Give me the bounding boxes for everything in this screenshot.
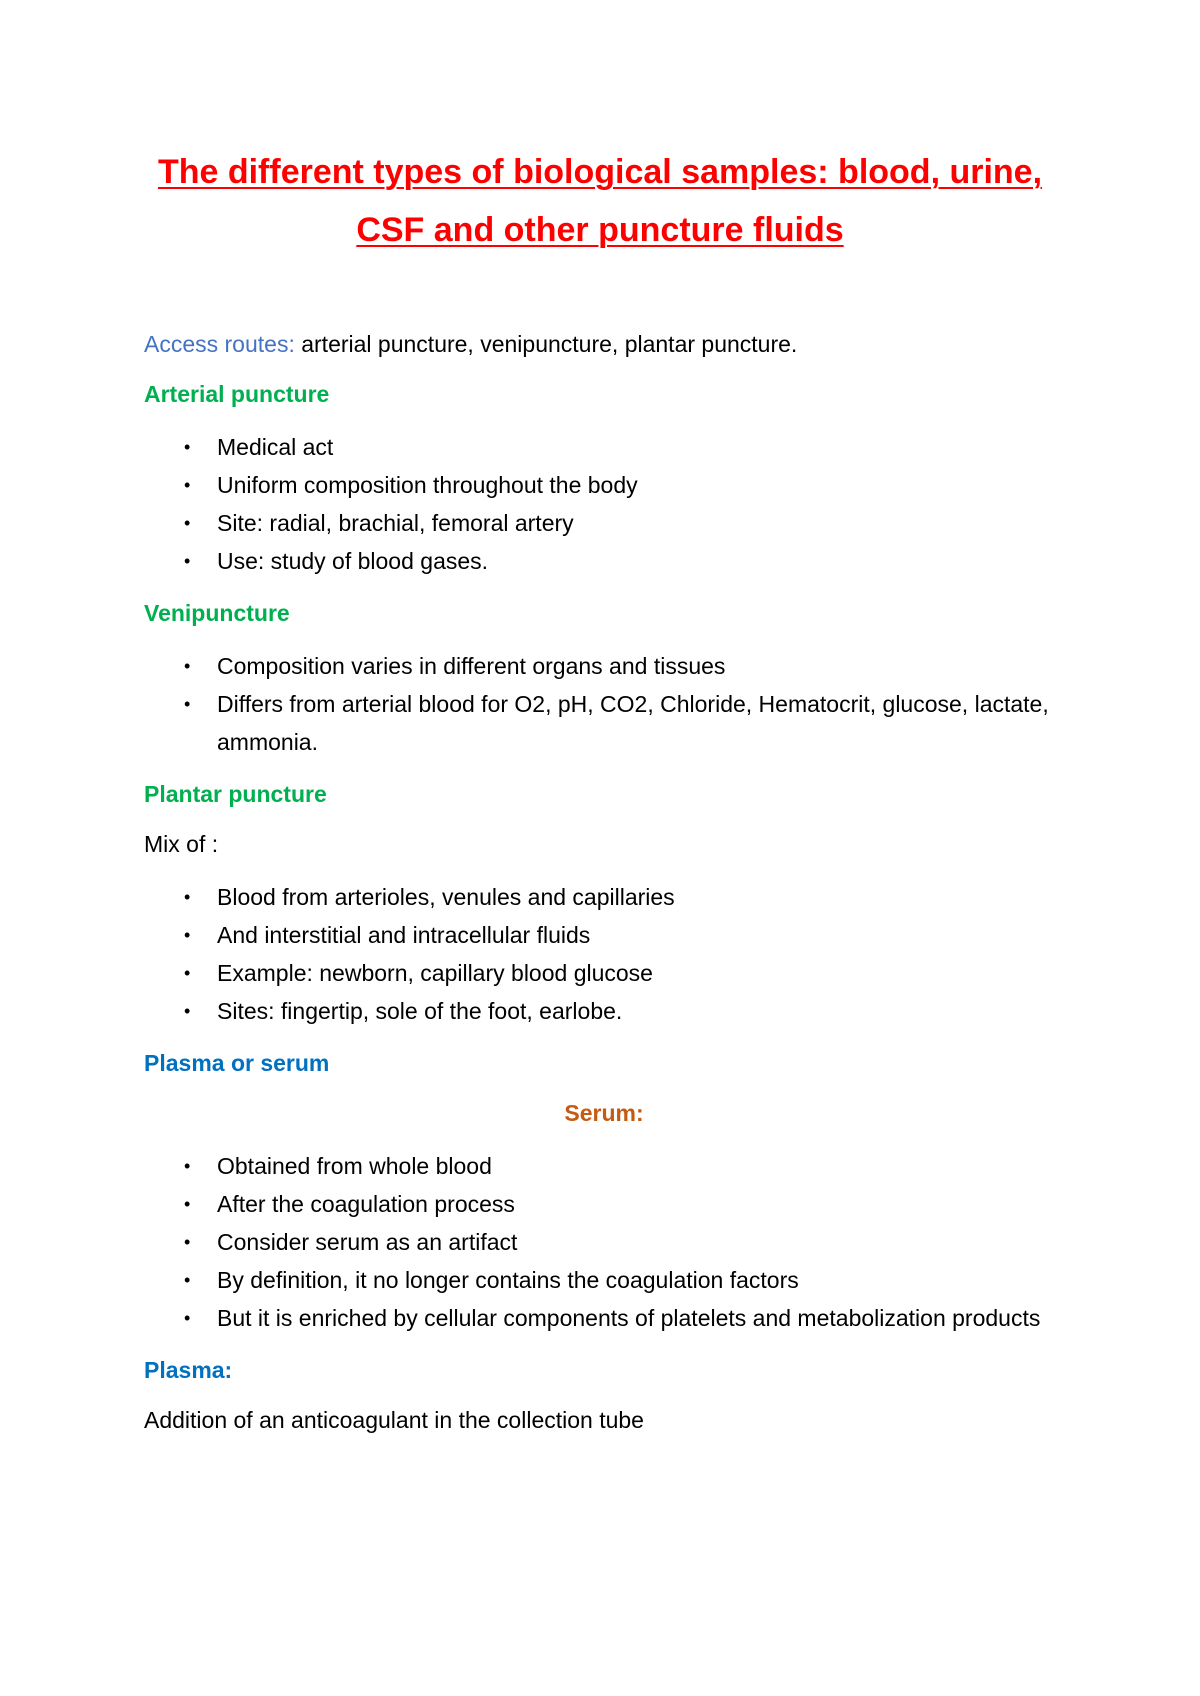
bullet-icon: • (184, 1156, 191, 1176)
bullet-icon: • (184, 437, 191, 457)
list-item: • Obtained from whole blood (144, 1147, 1064, 1185)
serum-list (144, 1147, 1064, 1337)
bullet-icon: • (184, 513, 191, 533)
list-item: • Uniform composition throughout the body (144, 466, 1064, 504)
venipuncture-list (144, 647, 1064, 761)
list-item: • Blood from arterioles, venules and capillaries (144, 878, 1064, 916)
arterial-puncture-heading: Arterial puncture (144, 381, 330, 407)
bullet-icon: • (184, 656, 191, 676)
list-item: • Sites: fingertip, sole of the foot, earlobe. (144, 992, 1064, 1030)
plasma-or-serum-heading: Plasma or serum (144, 1050, 330, 1076)
plantar-puncture-heading: Plantar puncture (144, 781, 327, 807)
bullet-icon: • (184, 551, 191, 571)
list-item: • But it is enriched by cellular components of platelets and metabolization products (144, 1299, 1064, 1337)
list-item: • Composition varies in different organs and tissues (144, 647, 1064, 685)
list-item: • After the coagulation process (144, 1185, 1064, 1223)
list-item: • Site: radial, brachial, femoral artery (144, 504, 1064, 542)
plasma-heading: Plasma: (144, 1357, 233, 1383)
venipuncture-heading: Venipuncture (144, 600, 290, 626)
bullet-icon: • (184, 925, 191, 945)
list-item: • Consider serum as an artifact (144, 1223, 1064, 1261)
list-item: • And interstitial and intracellular fluids (144, 916, 1064, 954)
document-body (144, 328, 1064, 1454)
bullet-icon: • (184, 1194, 191, 1214)
bullet-icon: • (184, 887, 191, 907)
list-item: • Medical act (144, 428, 1064, 466)
list-item: • Use: study of blood gases. (144, 542, 1064, 580)
bullet-icon: • (184, 963, 191, 983)
bullet-icon: • (184, 1001, 191, 1021)
document-title: The different types of biological samples: blood, urine, CSF and other puncture fluids (157, 153, 1043, 249)
plantar-intro: Mix of : (144, 831, 219, 857)
arterial-puncture-list (144, 428, 1064, 580)
list-item: • By definition, it no longer contains the coagulation factors (144, 1261, 1064, 1299)
serum-heading: Serum: (564, 1100, 644, 1126)
plantar-puncture-list (144, 878, 1064, 1030)
access-routes-text: arterial puncture, venipuncture, plantar puncture. (294, 331, 798, 357)
list-item: • Example: newborn, capillary blood glucose (144, 954, 1064, 992)
bullet-icon: • (184, 475, 191, 495)
access-routes-paragraph (144, 328, 1064, 361)
access-routes-label: Access routes: (144, 331, 295, 357)
bullet-icon: • (184, 1270, 191, 1290)
list-item: • Differs from arterial blood for O2, pH, CO2, Chloride, Hematocrit, glucose, lactate, ammonia. (144, 685, 1064, 761)
bullet-icon: • (184, 1232, 191, 1252)
plasma-text: Addition of an anticoagulant in the collection tube (144, 1407, 644, 1433)
bullet-icon: • (184, 694, 191, 714)
bullet-icon: • (184, 1308, 191, 1328)
